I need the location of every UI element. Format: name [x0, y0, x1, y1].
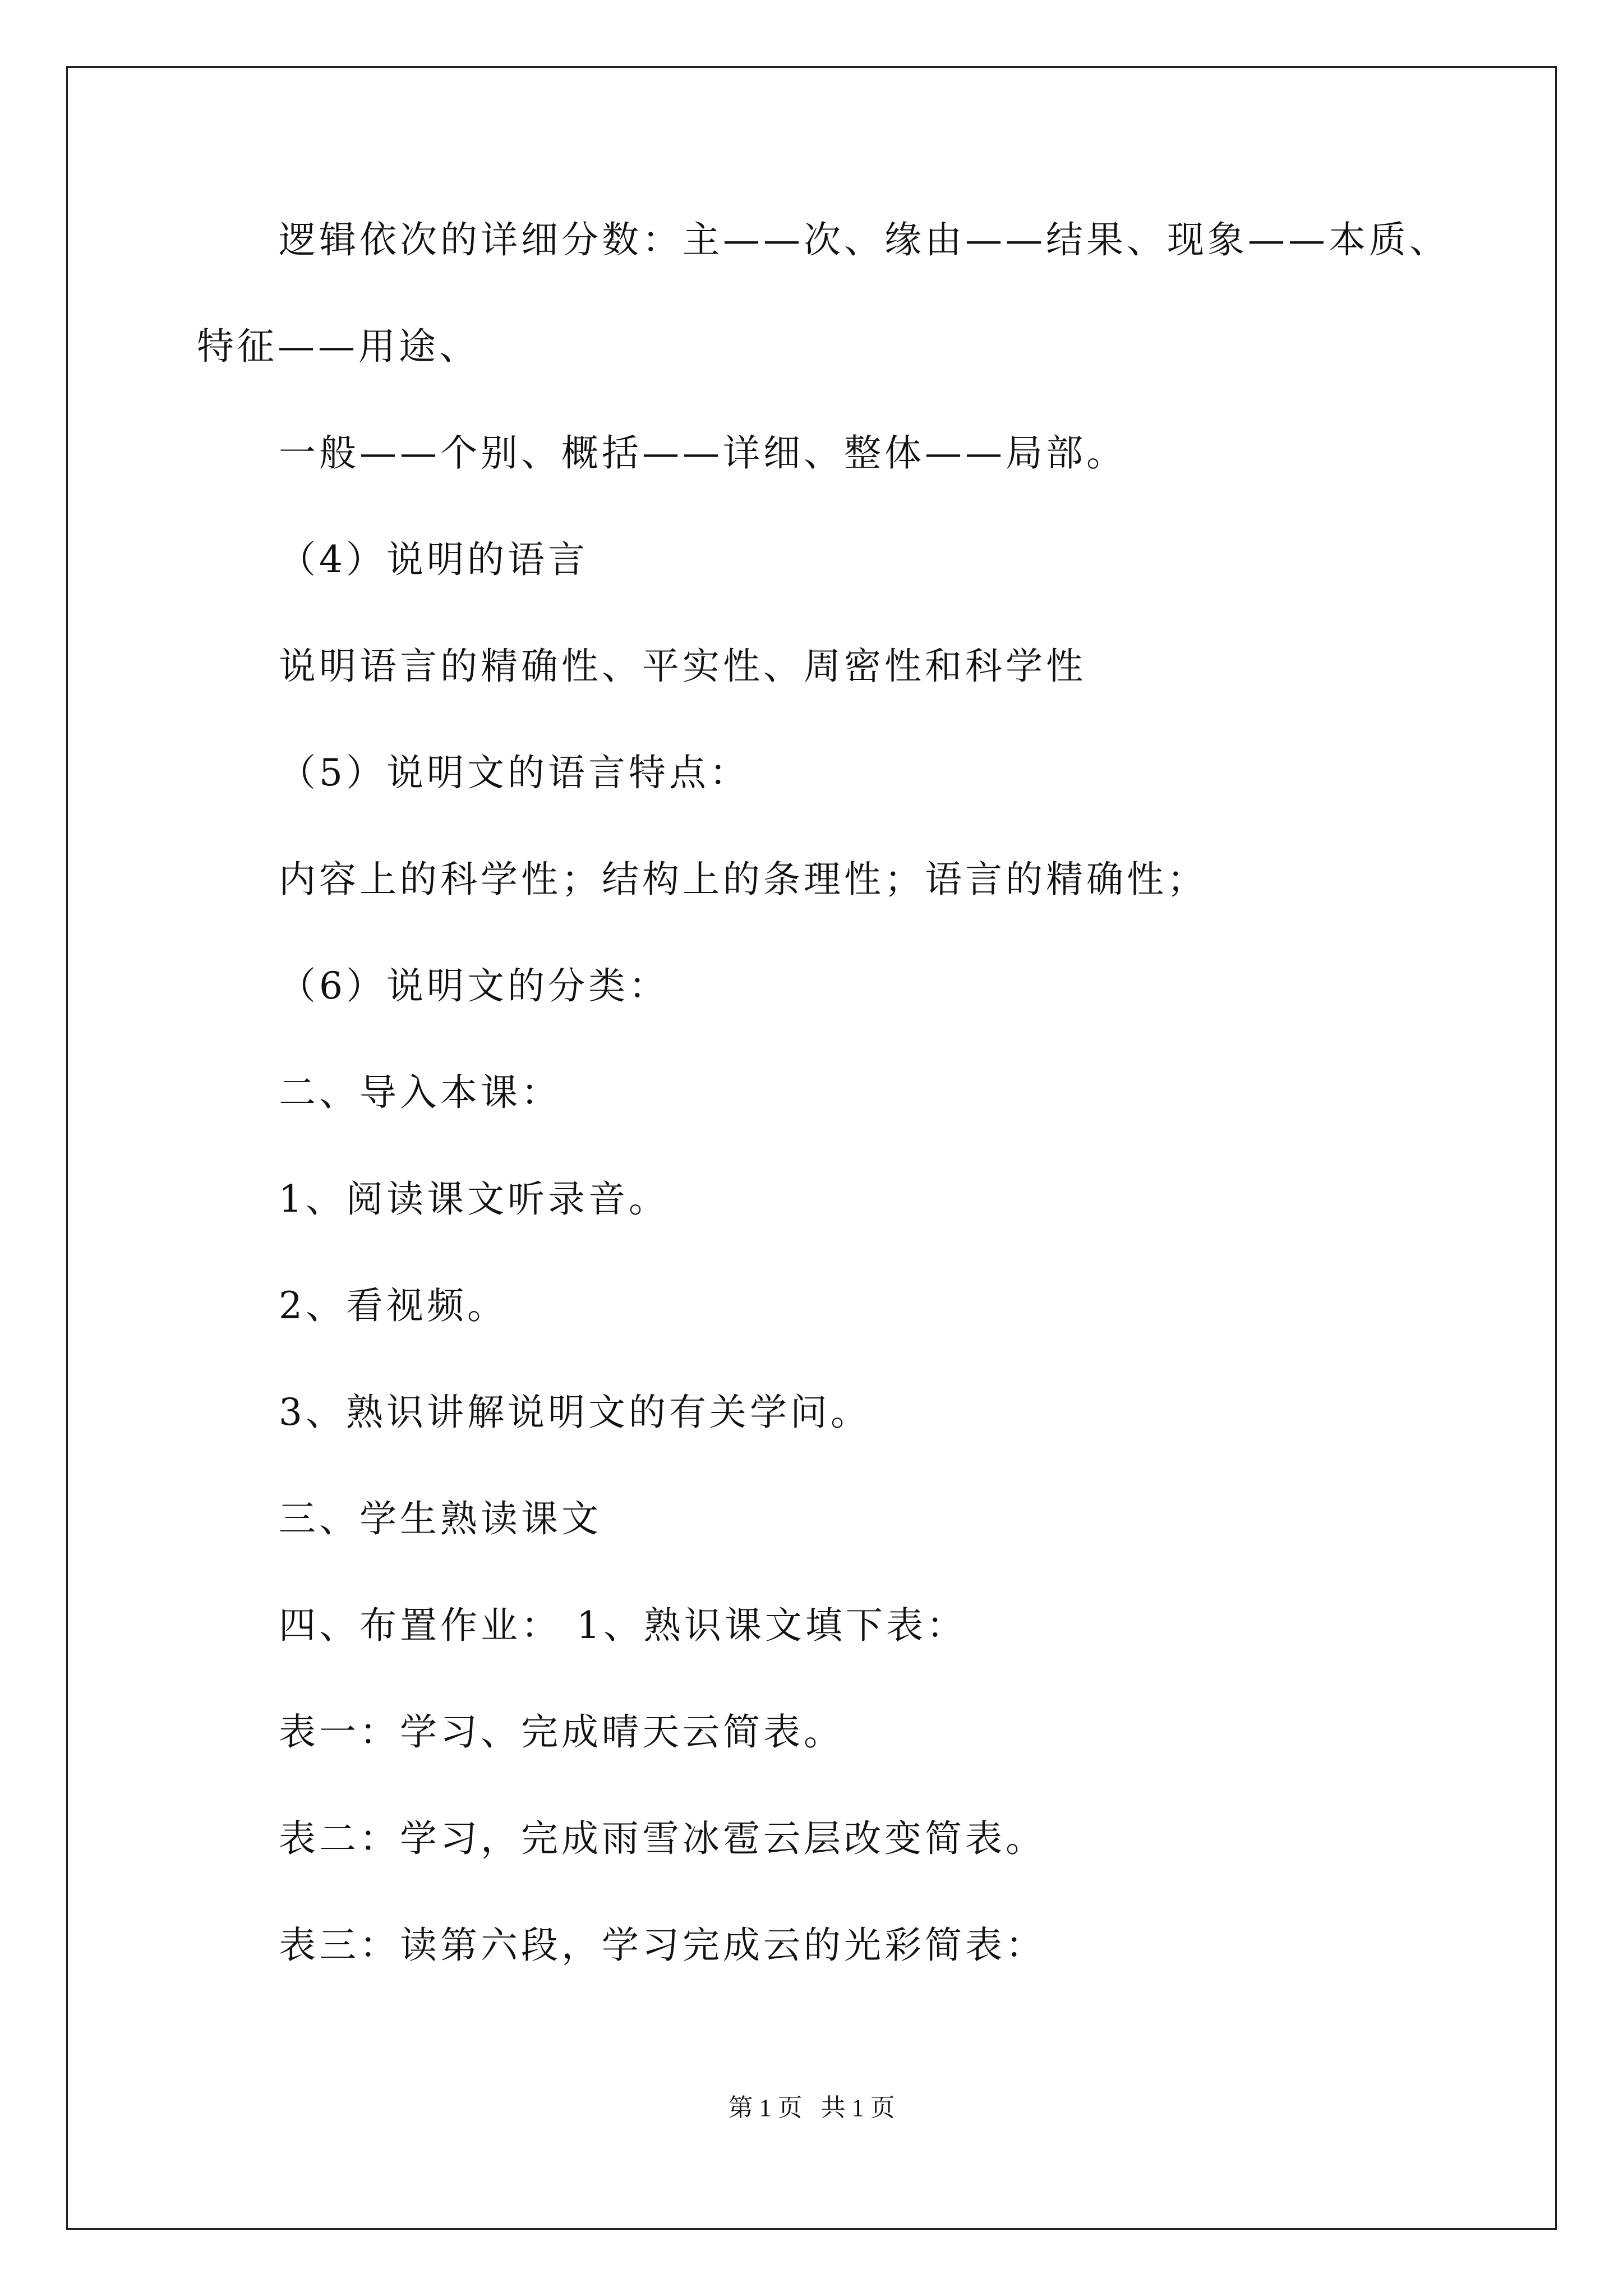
text-line-7: 内容上的科学性；结构上的条理性；语言的精确性； — [279, 858, 1207, 901]
page-number-footer: 第 1 页 共 1 页 — [728, 2094, 895, 2122]
text-line-17: 表三：读第六段，学习完成云的光彩简表： — [279, 1924, 1046, 1967]
text-line-15: 表一：学习、完成晴天云简表。 — [279, 1710, 844, 1754]
text-line-10: 1、阅读课文听录音。 — [279, 1177, 669, 1221]
text-line-12: 3、熟识讲解说明文的有关学问。 — [279, 1391, 871, 1434]
text-line-14: 四、布置作业： 1、熟识课文填下表： — [279, 1604, 967, 1647]
text-line-11: 2、看视频。 — [279, 1284, 508, 1327]
text-line-3: 一般——个别、概括——详细、整体——局部。 — [279, 431, 1127, 475]
text-line-2: 特征——用途、 — [197, 325, 479, 368]
text-line-6: （5）说明文的语言特点： — [279, 751, 750, 794]
text-line-13: 三、学生熟读课文 — [279, 1497, 602, 1540]
text-line-4: （4）说明的语言 — [279, 538, 588, 581]
text-line-5: 说明语言的精确性、平实性、周密性和科学性 — [279, 645, 1086, 688]
text-line-1: 逻辑依次的详细分数：主——次、缘由——结果、现象——本质、 — [279, 218, 1450, 261]
text-line-16: 表二：学习，完成雨雪冰雹云层改变简表。 — [279, 1817, 1046, 1860]
text-line-8: （6）说明文的分类： — [279, 964, 669, 1007]
text-line-9: 二、导入本课： — [279, 1071, 561, 1114]
